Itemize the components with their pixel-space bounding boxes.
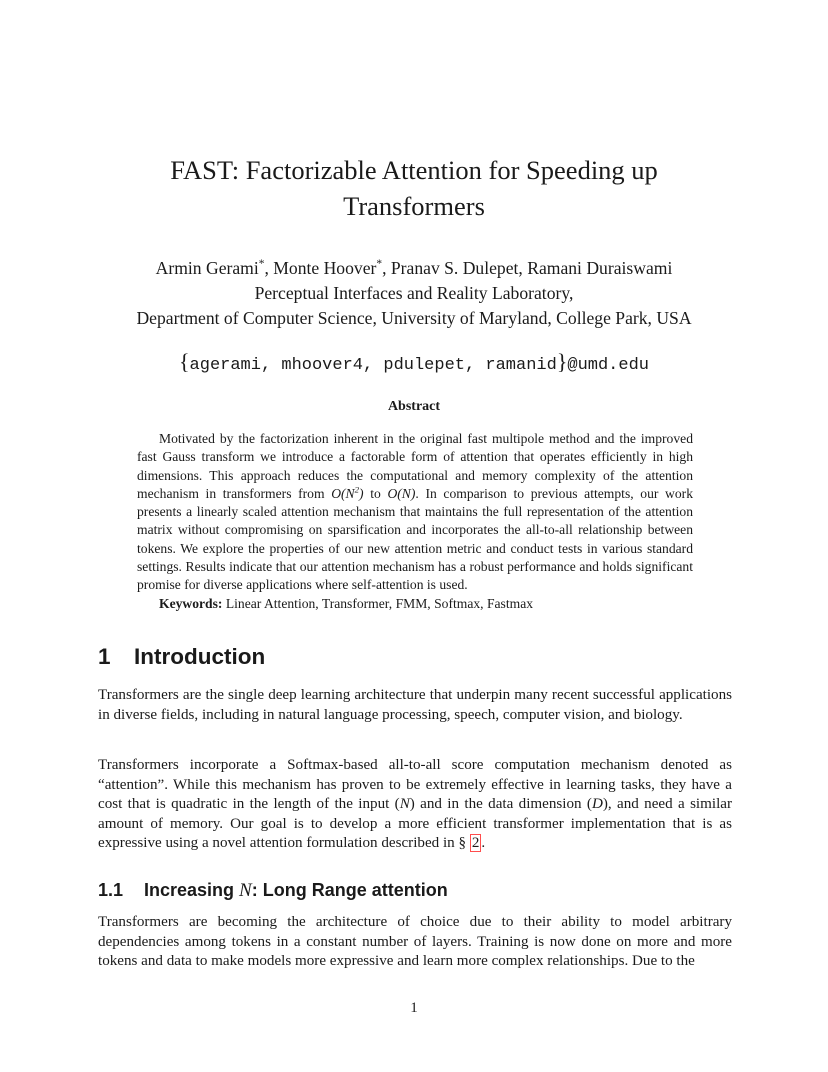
abstract-text-part: Motivated by the factorization inherent in the original fast multipole method and the improved fast Gauss transform we introduce a factorable form of attention that operates efficiently in high dimensions. This approach reduces the computational and memory complexity of the attention mechanism in transformers from — [137, 431, 693, 501]
section-title: Introduction — [134, 644, 266, 669]
abstract-text-part: . In comparison to previous attempts, our work presents a linearly scaled attention mechanism that maintains the full representation of the attention matrix without compromising on sparsification and incorporates the all-to-all relationship between tokens. We explore the properties of our new attention metric and conduct tests in various standard settings. Results indicate that our attention mechanism has a robust performance and holds significant promise for diverse applications where self-attention is used. — [137, 485, 693, 593]
abstract-body — [137, 430, 693, 613]
keywords-line — [137, 595, 693, 613]
paragraph-text-part: ) and in the data dimension ( — [409, 796, 592, 813]
affiliation-lab: Perceptual Interfaces and Reality Laboratory, — [254, 283, 574, 303]
affiliation-department: Department of Computer Science, University of Maryland, College Park, USA — [136, 308, 692, 328]
long-range-paragraph: Transformers are becoming the architecture of choice due to their ability to model arbitrary dependencies among tokens in a constant number of layers. Training is now done on more and more tokens and data to make models more expressive and learn more complex relationships. Due to the — [98, 914, 732, 970]
subsection-title-part: : Long Range attention — [251, 880, 448, 900]
intro-paragraph-2 — [98, 756, 732, 854]
math-exponent: 2 — [354, 484, 360, 495]
author-name: Pranav S. Dulepet — [390, 258, 519, 278]
author-name: Monte Hoover — [273, 258, 377, 278]
intro-paragraph-1: Transformers are the single deep learning architecture that underpin many recent successful applications in diverse fields, including in natural language processing, speech, computer vision, and biology. — [98, 687, 732, 723]
section-number: 1 — [98, 644, 111, 669]
subsection-heading-long-range — [98, 878, 448, 903]
section-reference-link[interactable]: 2 — [471, 835, 480, 852]
paragraph-text-part: ), and need a similar amount of memory. Our goal is to develop a more efficient transformer implementation that is as expressive using a novel attention formulation described in § — [98, 796, 732, 852]
keywords-label: Keywords: — [159, 595, 223, 611]
abstract-text-part: to — [363, 485, 388, 501]
abstract-text — [137, 430, 693, 595]
complexity-quadratic — [331, 486, 363, 501]
math-symbol: D — [591, 796, 603, 813]
math-expr: ) — [359, 485, 364, 501]
math-symbol: N — [239, 880, 252, 901]
abstract-heading: Abstract — [387, 399, 441, 414]
email-users: agerami, mhoover4, pdulepet, ramanid — [189, 356, 557, 375]
subsection-title-part: Increasing — [144, 880, 240, 900]
paragraph-text-part: Transformers incorporate a Softmax-based all-to-all score computation mechanism denoted as “attention”. While this mechanism has proven to be extremely effective in learning tasks, they have a cost that is quadratic in the length of the input ( — [98, 757, 732, 813]
section-heading-introduction — [98, 643, 265, 671]
author-name: Ramani Duraiswami — [527, 258, 673, 278]
author-list: Armin Gerami*, Monte Hoover*, Pranav S. Dulepet, Ramani Duraiswami — [155, 258, 673, 278]
email-domain: @umd.edu — [567, 356, 649, 375]
paragraph-text-part: . — [481, 835, 486, 852]
author-mark: * — [258, 258, 265, 271]
complexity-linear: O(N) — [387, 485, 416, 501]
authors-block — [60, 256, 768, 331]
page-number: 1 — [410, 1000, 418, 1016]
keywords-list: Linear Attention, Transformer, FMM, Softmax, Fastmax — [225, 595, 534, 611]
paper-title: FAST: Factorizable Attention for Speeding up Transformers — [170, 155, 658, 221]
email-brace-close: } — [556, 349, 568, 374]
author-emails — [60, 350, 768, 378]
math-symbol: N — [399, 796, 410, 813]
author-name: Armin Gerami — [155, 258, 259, 278]
subsection-number: 1.1 — [98, 880, 124, 900]
math-expr: O(N — [331, 485, 355, 501]
author-mark: * — [376, 258, 383, 271]
email-brace-open: { — [178, 349, 190, 374]
